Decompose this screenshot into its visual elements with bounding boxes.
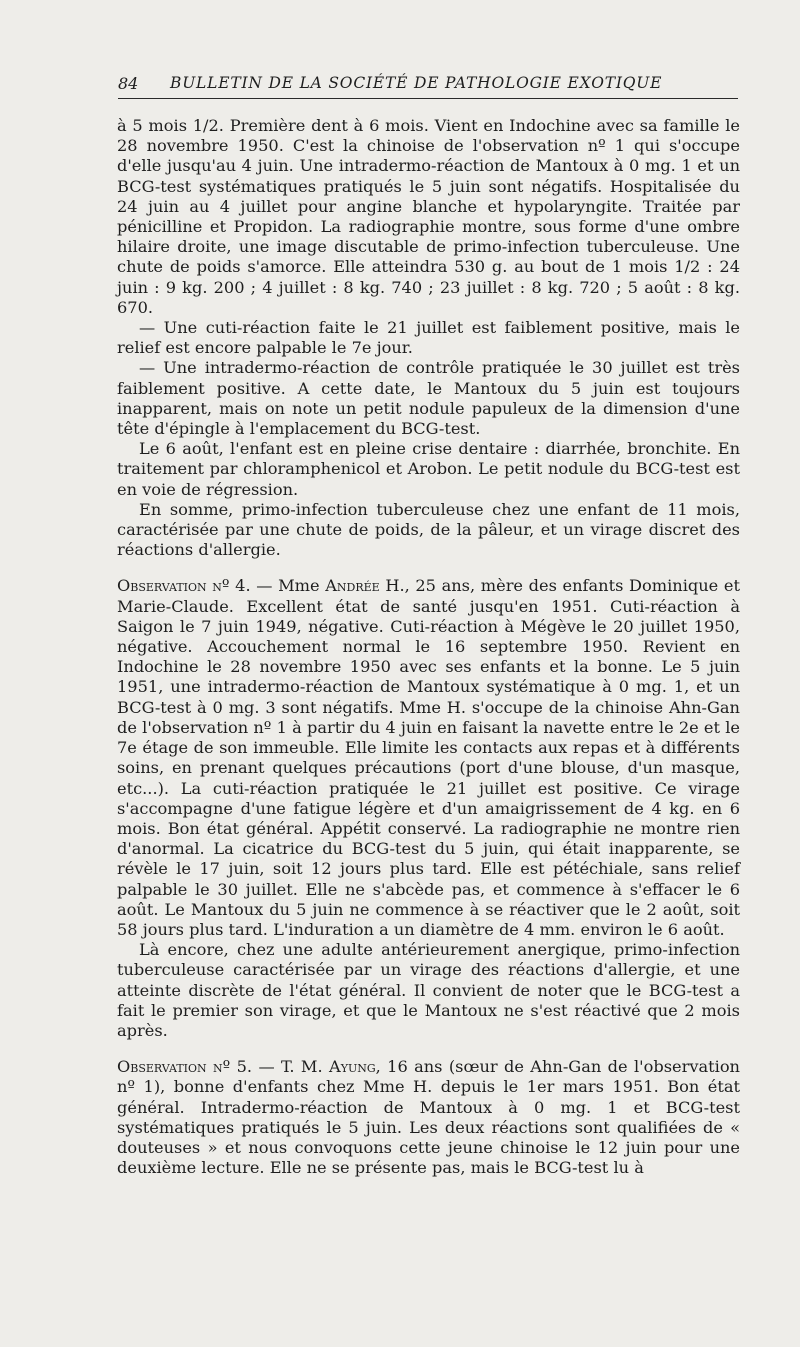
observation-5-name: Ayung <box>329 1057 376 1077</box>
observation-4-text: H., 25 ans, mère des enfants Dominique et Marie-Claude. Excellent état de santé jusqu'en 1951. Cuti-réaction à Saigon le 7 juin 1949, négative. Cuti-réaction à Mégève le 20 juillet 1950, négative. Accouchement normal le 16 septembre 1950. Revient en Indochine le 28 novembre 1950 avec ses enfants et la bonne. Le 5 juin 1951, une intradermo-réaction de Mantoux systématique à 0 mg. 1, et un BCG-test à 0 mg. 3 sont négatifs. Mme H. s'occupe de la chinoise Ahn-Gan de l'observation nº 1 à partir du 4 juin en faisant la navette entre le 2e et le 7e étage de son immeuble. Elle limite les contacts aux repas et à différents soins, en prenant quelques précautions (port d'une blouse, d'un masque, etc...). La cuti-réaction pratiquée le 21 juillet est positive. Ce virage s'accompagne d'une fatigue légère et d'un amaigrissement de 4 kg. en 6 mois. Bon état général. Appétit conservé. La radiographie ne montre rien d'anormal. La cicatrice du BCG-test du 5 juin, qui était inapparente, se révèle le 17 juin, soit 12 jours plus tard. Elle est pétéchiale, sans relief palpable le 30 juillet. Elle ne s'abcède pas, et commence à s'effacer le 6 août. Le Mantoux du 5 juin ne commence à se réactiver que le 2 août, soit 58 jours plus tard. L'induration a un diamètre de 4 mm. environ le 6 août. <box>117 576 740 939</box>
page-header <box>118 74 738 99</box>
observation-4 <box>117 576 740 940</box>
observation-5-heading: Observation nº 5. <box>117 1057 253 1077</box>
observation-4-lead: — Mme <box>250 576 326 596</box>
paragraph-intradermo-control: — Une intradermo-réaction de contrôle pratiquée le 30 juillet est très faiblement positive. A cette date, le Mantoux du 5 juin est toujours inapparent, mais on note un petit nodule papuleux de la dimension d'une tête d'épingle à l'emplacement du BCG-test. <box>117 358 740 439</box>
observation-5 <box>117 1057 740 1178</box>
running-head: BULLETIN DE LA SOCIÉTÉ DE PATHOLOGIE EXOTIQUE <box>170 74 663 92</box>
observation-4-heading: Observation nº 4. <box>117 576 251 596</box>
observation-5-lead: — T. M. <box>252 1057 329 1077</box>
paragraph-summary-3: En somme, primo-infection tuberculeuse chez une enfant de 11 mois, caractérisée par une chute de poids, de la pâleur, et un virage discret des réactions d'allergie. <box>117 499 740 560</box>
paragraph-continuation: à 5 mois 1/2. Première dent à 6 mois. Vient en Indochine avec sa famille le 28 novembre 1950. C'est la chinoise de l'observation nº 1 qui s'occupe d'elle jusqu'au 4 juin. Une intradermo-réaction de Mantoux à 0 mg. 1 et un BCG-test systématiques pratiqués le 5 juin sont négatifs. Hospitalisée du 24 juin au 4 juillet pour angine blanche et hypolaryngite. Traitée par pénicilline et Propidon. La radiographie montre, sous forme d'une ombre hilaire droite, une image discutable de primo-infection tuberculeuse. Une chute de poids s'amorce. Elle atteindra 530 g. au bout de 1 mois 1/2 : 24 juin : 9 kg. 200 ; 4 juillet : 8 kg. 740 ; 23 juillet : 8 kg. 720 ; 5 août : 8 kg. 670. <box>117 116 740 317</box>
paragraph-dental-crisis: Le 6 août, l'enfant est en pleine crise dentaire : diarrhée, bronchite. En traitement par chloramphenicol et Arobon. Le petit nodule du BCG-test est en voie de régression. <box>117 439 740 499</box>
paragraph-summary-4: Là encore, chez une adulte antérieurement anergique, primo-infection tuberculeuse caractérisée par un virage des réactions d'allergie, et une atteinte discrète de l'état général. Il convient de noter que le BCG-test a fait le premier son virage, et que le Mantoux ne s'est réactivé que 2 mois après. <box>117 940 740 1040</box>
observation-4-name: Andrée <box>325 576 380 596</box>
page-number: 84 <box>118 74 139 93</box>
observation-5-text: , 16 ans (sœur de Ahn-Gan de l'observation nº 1), bonne d'enfants chez Mme H. depuis le 1er mars 1951. Bon état général. Intradermo-réaction de Mantoux à 0 mg. 1 et BCG-test systématiques pratiqués le 5 juin. Les deux réactions sont qualifiées de « douteuses » et nous convoquons cette jeune chinoise le 12 juin pour une deuxième lecture. Elle ne se présente pas, mais le BCG-test lu à <box>117 1057 740 1178</box>
paragraph-cuti-reaction: — Une cuti-réaction faite le 21 juillet est faiblement positive, mais le relief est encore palpable le 7e jour. <box>117 318 740 358</box>
article-body <box>117 116 740 1178</box>
